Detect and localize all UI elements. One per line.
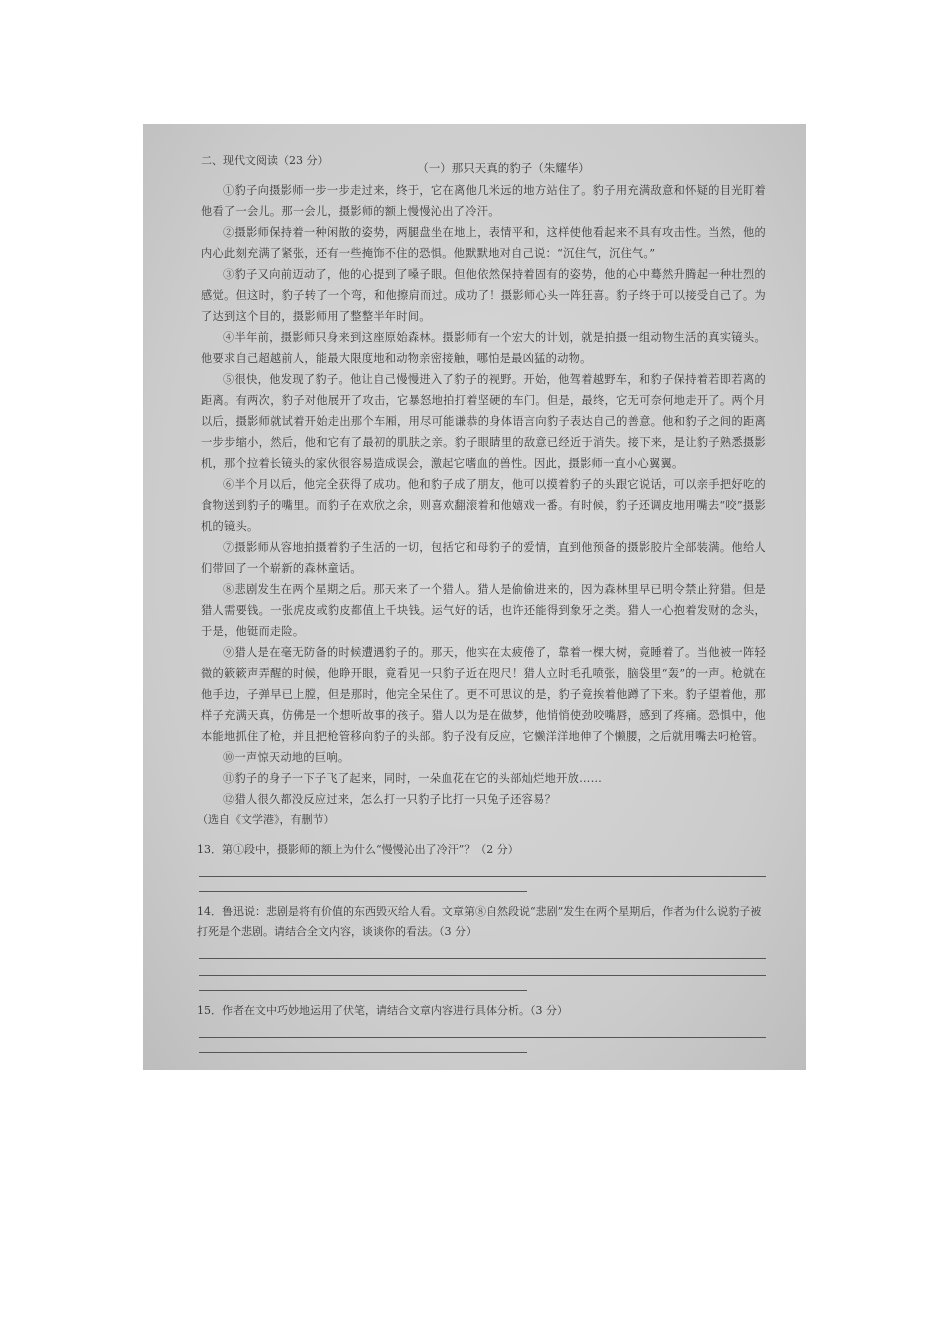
answer-line[interactable]	[199, 1052, 527, 1053]
paragraph-4: ④半年前，摄影师只身来到这座原始森林。摄影师有一个宏大的计划，就是拍摄一组动物生活的真实镜头。他要求自己超越前人，能最大限度地和动物亲密接触，哪怕是最凶猛的动物。	[201, 331, 766, 365]
paragraph-2: ②摄影师保持着一种闲散的姿势，两腿盘坐在地上，表情平和，这样使他看起来不具有攻击性。当然，他的内心此刻充满了紧张，还有一些掩饰不住的恐惧。他默默地对自己说：“沉住气，沉住气。”	[201, 226, 766, 260]
answer-line[interactable]	[199, 891, 527, 892]
scanned-exam-page	[143, 124, 806, 1070]
paragraph-10: ⑩一声惊天动地的巨响。	[223, 751, 350, 764]
question-13: 13．第①段中，摄影师的额上为什么“慢慢沁出了冷汗”？（2 分）	[197, 843, 519, 856]
paragraph-3: ③豹子又向前迈动了，他的心提到了嗓子眼。但他依然保持着固有的姿势，他的心中蓦然升腾起一种壮烈的感觉。但这时，豹子转了一个弯，和他擦肩而过。成功了！摄影师心头一阵狂喜。豹子终于可以接受自己了。为了达到这个目的，摄影师用了整整半年时间。	[201, 268, 766, 323]
paragraph-5: ⑤很快，他发现了豹子。他让自己慢慢进入了豹子的视野。开始，他驾着越野车，和豹子保持着若即若离的距离。有两次，豹子对他展开了攻击，它暴怒地拍打着坚硬的车门。但是，最终，它无可奈何地走开了。两个月以后，摄影师就试着开始走出那个车厢，用尽可能谦恭的身体语言向豹子表达自己的善意。他和豹子之间的距离一步步缩小，然后，他和它有了最初的肌肤之亲。豹子眼睛里的敌意已经近于消失。接下来，是让豹子熟悉摄影机，那个拉着长镜头的家伙很容易造成误会，激起它嗜血的兽性。因此，摄影师一直小心翼翼。	[201, 373, 766, 470]
paragraph-1: ①豹子向摄影师一步一步走过来，终于，它在离他几米远的地方站住了。豹子用充满敌意和怀疑的目光盯着他看了一会儿。那一会儿，摄影师的额上慢慢沁出了冷汗。	[201, 184, 766, 218]
question-15: 15．作者在文中巧妙地运用了伏笔，请结合文章内容进行具体分析。（3 分）	[197, 1004, 568, 1017]
answer-line[interactable]	[199, 990, 527, 991]
source-note: （选自《文学港》，有删节）	[197, 813, 335, 826]
story-title: （一）那只天真的豹子（朱耀华）	[417, 161, 590, 175]
answer-line[interactable]	[199, 876, 766, 877]
paragraph-9: ⑨猎人是在毫无防备的时候遭遇豹子的。那天，他实在太疲倦了，靠着一棵大树，竟睡着了。当他被一阵轻微的簌簌声弄醒的时候，他睁开眼，竟看见一只豹子近在咫尺！猎人立时毛孔喷张，脑袋里“轰”的一声。枪就在他手边，子弹早已上膛，但是那时，他完全呆住了。更不可思议的是，豹子竟挨着他蹲了下来。豹子望着他，那样子充满天真，仿佛是一个想听故事的孩子。猎人以为是在做梦，他悄悄使劲咬嘴唇，感到了疼痛。恐惧中，他本能地抓住了枪，并且把枪管移向豹子的头部。豹子没有反应，它懒洋洋地伸了个懒腰，之后就用嘴去叼枪管。	[201, 646, 766, 743]
paragraph-6: ⑥半个月以后，他完全获得了成功。他和豹子成了朋友，他可以摸着豹子的头跟它说话，可以亲手把好吃的食物送到豹子的嘴里。而豹子在欢欣之余，则喜欢翻滚着和他嬉戏一番。有时候，豹子还调皮地用嘴去“咬”摄影机的镜头。	[201, 478, 766, 533]
answer-line[interactable]	[199, 958, 766, 959]
paragraph-12: ⑫猎人很久都没反应过来，怎么打一只豹子比打一只兔子还容易？	[223, 793, 557, 806]
answer-line[interactable]	[199, 1037, 766, 1038]
paragraph-7: ⑦摄影师从容地拍摄着豹子生活的一切，包括它和母豹子的爱情，直到他预备的摄影胶片全部装满。他给人们带回了一个崭新的森林童话。	[201, 541, 766, 575]
question-14: 14．鲁迅说：悲剧是将有价值的东西毁灭给人看。文章第⑧自然段说“悲剧”发生在两个星期后，作者为什么说豹子被打死是个悲剧。请结合全文内容，谈谈你的看法。（3 分）	[197, 905, 762, 938]
section-title: 二、现代文阅读（23 分）	[201, 154, 329, 167]
paragraph-8: ⑧悲剧发生在两个星期之后。那天来了一个猎人。猎人是偷偷进来的，因为森林里早已明令禁止狩猎。但是猎人需要钱。一张虎皮或豹皮都值上千块钱。运气好的话，也许还能得到象牙之类。猎人一心抱着发财的念头，于是，他铤而走险。	[201, 583, 766, 638]
paragraph-11: ⑪豹子的身子一下子飞了起来，同时，一朵血花在它的头部灿烂地开放……	[223, 772, 603, 785]
answer-line[interactable]	[199, 975, 766, 976]
